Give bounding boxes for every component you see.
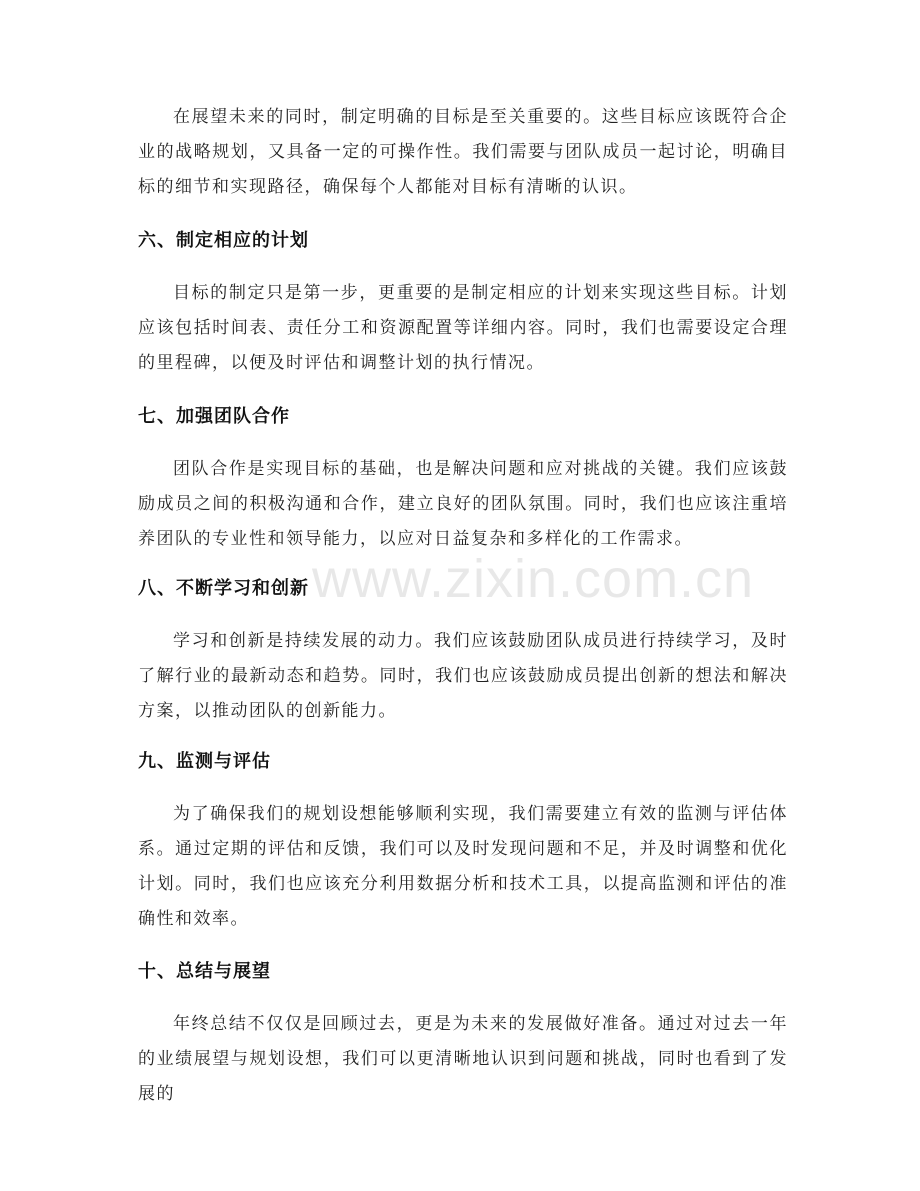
heading-section-6: 六、制定相应的计划 <box>138 230 309 251</box>
heading-section-7: 七、加强团队合作 <box>138 406 290 427</box>
heading-section-10: 十、总结与展望 <box>138 961 271 982</box>
paragraph-section-10: 年终总结不仅仅是回顾过去，更是为未来的发展做好准备。通过对过去一年的业绩展望与规划设想，我们可以更清晰地认识到问题和挑战，同时也看到了发展的 <box>138 1014 788 1104</box>
paragraph-section-9: 为了确保我们的规划设想能够顺利实现，我们需要建立有效的监测与评估体系。通过定期的评估和反馈，我们可以及时发现问题和不足，并及时调整和优化计划。同时，我们也应该充分利用数据分析和技术工具，以提高监测和评估的准确性和效率。 <box>138 804 788 929</box>
paragraph-section-6: 目标的制定只是第一步，更重要的是制定相应的计划来实现这些目标。计划应该包括时间表、责任分工和资源配置等详细内容。同时，我们也需要设定合理的里程碑，以便及时评估和调整计划的执行情况。 <box>138 283 788 373</box>
paragraph-section-8: 学习和创新是持续发展的动力。我们应该鼓励团队成员进行持续学习，及时了解行业的最新动态和趋势。同时，我们也应该鼓励成员提出创新的想法和解决方案，以推动团队的创新能力。 <box>138 631 788 721</box>
paragraph-goals: 在展望未来的同时，制定明确的目标是至关重要的。这些目标应该既符合企业的战略规划，又具备一定的可操作性。我们需要与团队成员一起讨论，明确目标的细节和实现路径，确保每个人都能对目标有清晰的认识。 <box>138 107 788 197</box>
heading-section-8: 八、不断学习和创新 <box>138 578 309 599</box>
watermark: www.zixin.com.cn <box>312 549 755 609</box>
paragraph-section-7: 团队合作是实现目标的基础，也是解决问题和应对挑战的关键。我们应该鼓励成员之间的积极沟通和合作，建立良好的团队氛围。同时，我们也应该注重培养团队的专业性和领导能力，以应对日益复杂和多样化的工作需求。 <box>138 459 788 549</box>
heading-section-9: 九、监测与评估 <box>138 751 271 772</box>
